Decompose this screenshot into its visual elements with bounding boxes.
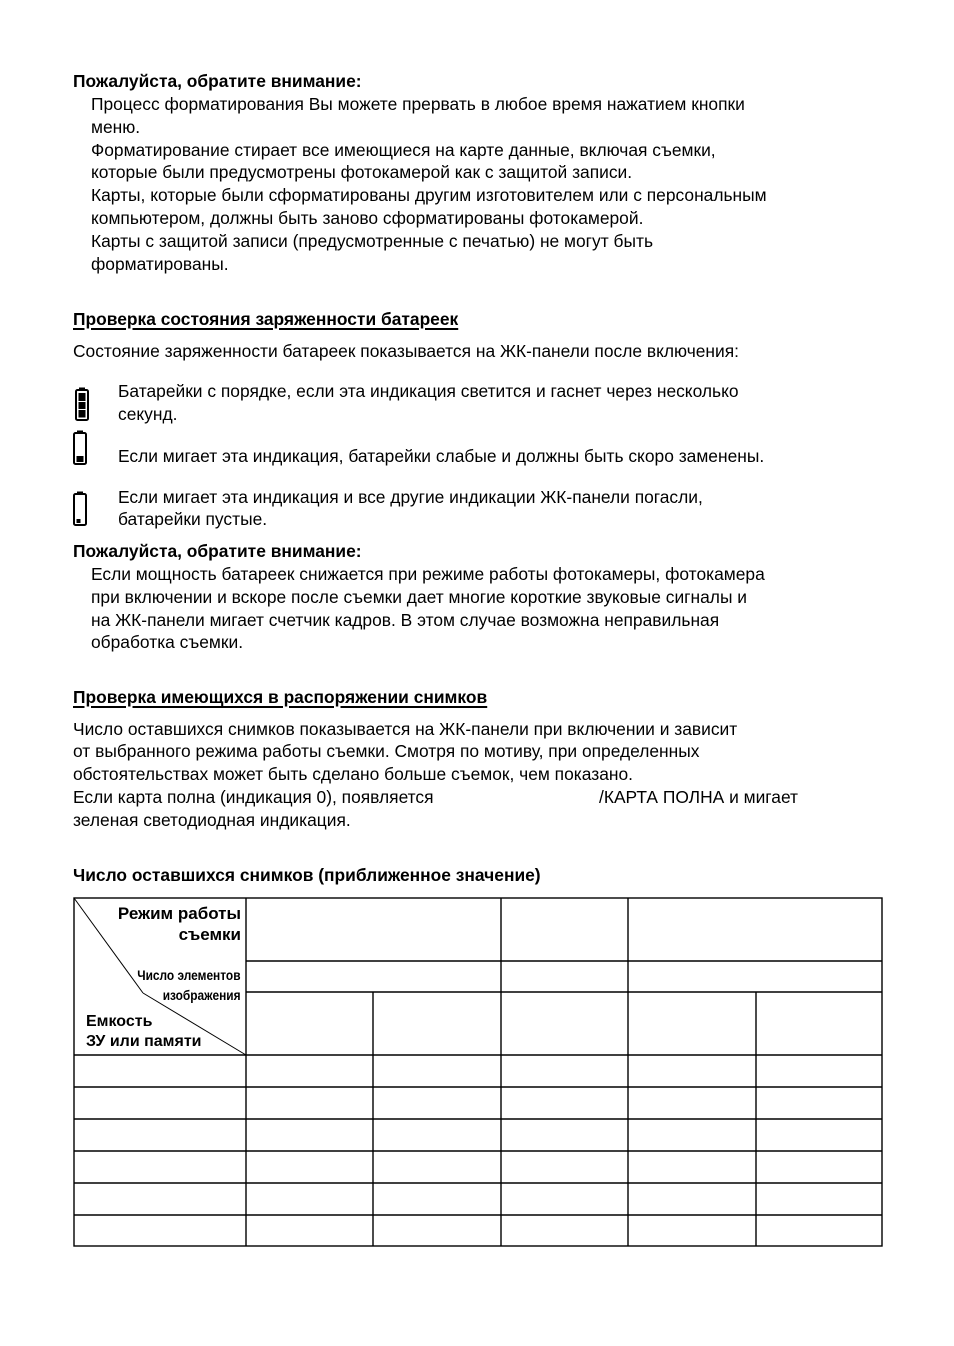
notice-title: Пожалуйста, обратите внимание: <box>73 71 362 91</box>
section-heading-shots: Проверка имеющихся в распоряжении снимков <box>73 687 488 707</box>
notice-line: обработка съемки. <box>91 632 244 652</box>
battery-empty-icon <box>73 491 87 527</box>
shots-line: Число оставшихся снимков показывается на ЖК-панели при включении и зависит <box>73 719 738 739</box>
shots-line: Если карта полна (индикация 0), появляется <box>73 787 434 807</box>
battery-low-icon <box>73 430 87 466</box>
notice-line: Форматирование стирает все имеющиеся на карте данные, включая съемки, <box>91 140 716 160</box>
notice-line: компьютером, должны быть заново сформатированы фотокамерой. <box>91 208 644 228</box>
shots-line: от выбранного режима работы съемки. Смотря по мотиву, при определенных <box>73 741 700 761</box>
battery-item-text: Батарейки с порядке, если эта индикация светится и гаснет через несколько <box>118 381 739 401</box>
header-pixels-label: Число элементов изображения <box>137 967 241 1003</box>
notice-line: Процесс форматирования Вы можете прервать в любое время нажатием кнопки <box>91 94 745 114</box>
battery-full-icon <box>75 387 89 421</box>
notice-line: Если мощность батареек снижается при режиме работы фотокамеры, фотокамера <box>91 564 765 584</box>
notice-title: Пожалуйста, обратите внимание: <box>73 541 362 561</box>
battery-item-text: секунд. <box>118 404 178 424</box>
notice-line: при включении и вскоре после съемки дает многие короткие звуковые сигналы и <box>91 587 747 607</box>
battery-item-text: Если мигает эта индикация и все другие индикации ЖК-панели погасли, <box>118 487 703 507</box>
table-title: Число оставшихся снимков (приближенное значение) <box>73 865 541 885</box>
header-mode-label: Режим работы съемки <box>117 904 241 944</box>
shots-line: обстоятельствах может быть сделано больше съемок, чем показано. <box>73 764 633 784</box>
battery-item-text: батарейки пустые. <box>118 509 268 529</box>
notice-line: на ЖК-панели мигает счетчик кадров. В этом случае возможна неправильная <box>91 610 720 630</box>
notice-line: Карты с защитой записи (предусмотренные с печатью) не могут быть <box>91 231 654 251</box>
notice-line: которые были предусмотрены фотокамерой как с защитой записи. <box>91 162 633 182</box>
notice-line: меню. <box>91 117 141 137</box>
shots-table <box>73 897 883 1248</box>
notice-line: Карты, которые были сформатированы другим изготовителем или с персональным <box>91 185 767 205</box>
table-grid <box>73 897 883 1248</box>
notice-line: форматированы. <box>91 254 229 274</box>
battery-intro: Состояние заряженности батареек показывается на ЖК-панели после включения: <box>73 341 739 361</box>
battery-item-text: Если мигает эта индикация, батарейки слабые и должны быть скоро заменены. <box>118 446 765 466</box>
shots-line: /КАРТА ПОЛНА и мигает <box>599 787 798 807</box>
shots-line: зеленая светодиодная индикация. <box>73 810 351 830</box>
header-capacity-label: Емкость ЗУ или памяти <box>86 1013 202 1050</box>
section-heading-battery: Проверка состояния заряженности батареек <box>73 309 459 329</box>
